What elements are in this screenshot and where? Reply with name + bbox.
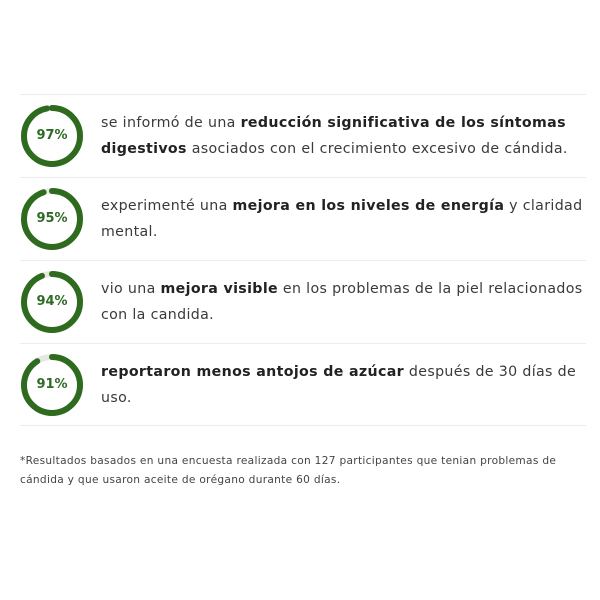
stat-row-2	[20, 177, 586, 260]
stat-highlight: reportaron menos antojos de azúcar	[101, 363, 405, 380]
stat-text-part: vio una	[101, 281, 161, 297]
stats-list	[20, 94, 586, 426]
stat-text-part: se informó de una	[101, 115, 241, 131]
stat-text-part: asociados con el crecimiento excesivo de cándida.	[186, 141, 568, 157]
progress-ring	[20, 104, 84, 168]
percent-label: 91%	[36, 376, 68, 392]
stat-text-part: y claridad mental.	[101, 198, 583, 240]
stat-row-3	[20, 260, 586, 343]
percent-label: 95%	[36, 211, 68, 226]
stat-highlight: mejora en los niveles de energía	[232, 198, 505, 214]
stat-description	[101, 110, 586, 162]
stat-description	[101, 359, 586, 411]
stat-description	[101, 276, 586, 328]
percent-label: 97%	[36, 128, 68, 143]
stat-highlight: mejora visible	[160, 281, 279, 297]
survey-footnote: *Resultados basados en una encuesta realizada con 127 participantes que tenian problemas de cándida y que usaron aceite de orégano durante 60 días.	[20, 455, 557, 486]
stat-row-1	[20, 94, 586, 177]
stat-text-part: experimenté una	[101, 198, 233, 214]
percent-label: 94%	[36, 294, 68, 309]
stat-highlight: reducción significativa de los síntomas digestivos	[101, 115, 566, 157]
stat-description	[101, 193, 586, 245]
progress-ring	[20, 270, 84, 334]
stat-text-part: después de 30 días de uso.	[101, 363, 577, 406]
stat-row-4	[20, 343, 586, 426]
progress-ring	[20, 187, 84, 251]
stat-text-part: en los problemas de la piel relacionados con la candida.	[101, 281, 583, 323]
progress-ring	[20, 353, 84, 417]
